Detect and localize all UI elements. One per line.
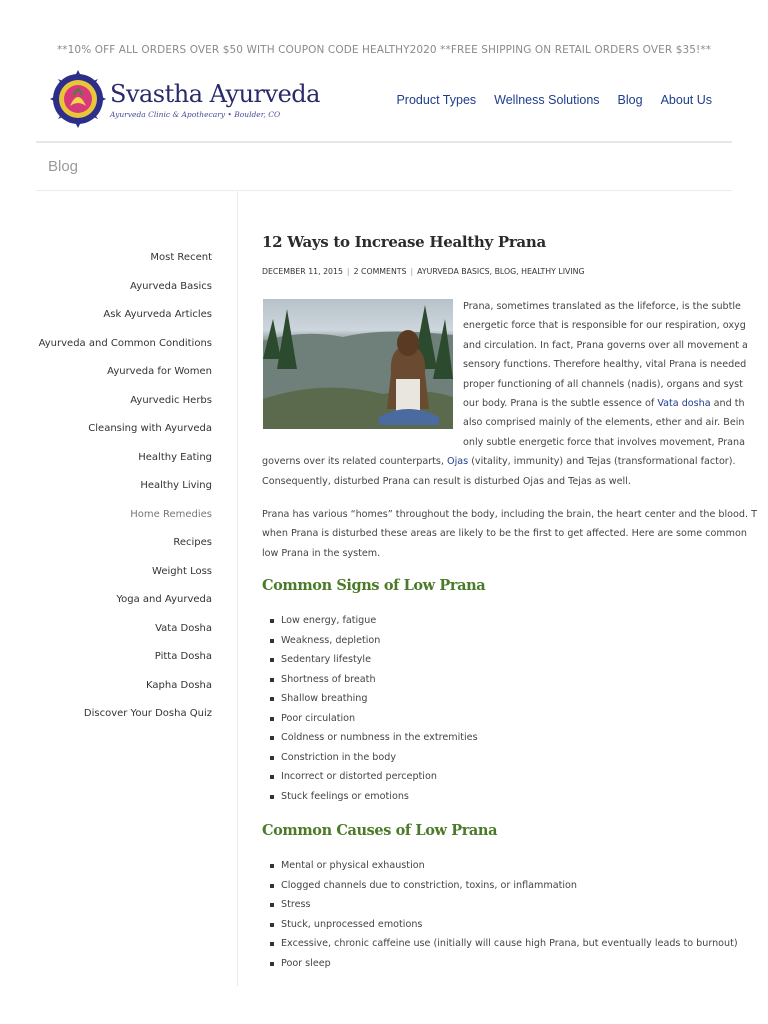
sidebar-item-home-remedies[interactable]: Home Remedies — [130, 508, 212, 520]
list-item: Constriction in the body — [262, 748, 478, 768]
sidebar-item-ask-ayurveda[interactable]: Ask Ayurveda Articles — [103, 309, 212, 320]
sidebar-item-recipes[interactable]: Recipes — [173, 537, 212, 548]
causes-heading: Common Causes of Low Prana — [262, 822, 498, 839]
category-sidebar — [0, 251, 212, 736]
intro-line-5: proper functioning of all channels (nadis), organs and syst — [463, 378, 743, 390]
brand-tagline: Ayurveda Clinic & Apothecary • Boulder, CO — [110, 110, 281, 119]
intro-line-2: energetic force that is responsible for our respiration, oxyg — [463, 320, 746, 332]
post-meta: DECEMBER 11, 2015 | 2 COMMENTS | AYURVEDA BASICS, BLOG, HEALTHY LIVING — [262, 267, 585, 276]
intro-paragraph — [262, 297, 768, 491]
list-item: Stress — [262, 895, 738, 915]
post-date: DECEMBER 11, 2015 — [262, 267, 343, 276]
sidebar-item-dosha-quiz[interactable]: Discover Your Dosha Quiz — [83, 708, 212, 719]
sidebar-item-vata[interactable]: Vata Dosha — [155, 622, 212, 634]
title-divider — [36, 190, 732, 191]
list-item: Low energy, fatigue — [262, 611, 478, 631]
post-title: 12 Ways to Increase Healthy Prana — [262, 233, 546, 251]
list-item: Shortness of breath — [262, 670, 478, 690]
list-item: Weakness, depletion — [262, 631, 478, 651]
list-item: Incorrect or distorted perception — [262, 767, 478, 787]
list-item: Sedentary lifestyle — [262, 650, 478, 670]
sidebar-item-healthy-eating[interactable]: Healthy Eating — [138, 451, 212, 463]
causes-list — [262, 856, 738, 973]
site-logo[interactable] — [50, 70, 320, 130]
intro-line-3: and circulation. In fact, Prana governs over all movement a — [463, 339, 748, 351]
brand-name: Svastha Ayurveda — [110, 80, 320, 108]
vata-dosha-link[interactable]: Vata dosha — [657, 398, 711, 410]
nav-product-types[interactable]: Product Types — [396, 93, 477, 107]
signs-list — [262, 611, 478, 806]
homes-line-1: Prana has various “homes” throughout the body, including the brain, the heart center and the blood. T — [262, 509, 757, 520]
intro-line-7: also comprised mainly of the elements, ether and air. Bein — [463, 417, 745, 429]
list-item: Shallow breathing — [262, 689, 478, 709]
signs-heading: Common Signs of Low Prana — [262, 577, 486, 594]
list-item: Mental or physical exhaustion — [262, 856, 738, 876]
homes-line-3: low Prana in the system. — [262, 547, 381, 559]
list-item: Stuck feelings or emotions — [262, 787, 478, 807]
sidebar-item-kapha[interactable]: Kapha Dosha — [146, 679, 212, 691]
sidebar-item-most-recent[interactable]: Most Recent — [150, 252, 212, 263]
sidebar-item-common-conditions[interactable]: Ayurveda and Common Conditions — [38, 337, 212, 349]
post-comments-link[interactable]: 2 COMMENTS — [353, 267, 407, 276]
intro-line-8: only subtle energetic force that involves movement, Prana — [463, 436, 746, 448]
intro-line-1: Prana, sometimes translated as the lifeforce, is the subtle — [463, 301, 741, 312]
lotus-logo-icon — [50, 70, 106, 128]
nav-blog[interactable]: Blog — [617, 93, 643, 107]
list-item: Clogged channels due to constriction, toxins, or inflammation — [262, 876, 738, 896]
sidebar-item-healthy-living[interactable]: Healthy Living — [140, 480, 212, 491]
main-nav — [396, 93, 712, 107]
list-item: Excessive, chronic caffeine use (initially will cause high Prana, but eventually leads to burnout) — [262, 934, 738, 954]
intro-line-6: our body. Prana is the subtle essence of Vata dosha and th — [463, 398, 745, 410]
sidebar-item-pitta[interactable]: Pitta Dosha — [154, 651, 212, 662]
sidebar-item-ayurveda-basics[interactable]: Ayurveda Basics — [130, 280, 212, 292]
promo-banner: **10% OFF ALL ORDERS OVER $50 WITH COUPON CODE HEALTHY2020 **FREE SHIPPING ON RETAIL ORDERS OVER $35!** — [56, 44, 712, 56]
intro-line-4: sensory functions. Therefore healthy, vital Prana is needed — [463, 359, 747, 371]
homes-line-2: when Prana is disturbed these areas are likely to be the first to get affected. Here are some common — [262, 528, 747, 540]
sidebar-item-women[interactable]: Ayurveda for Women — [107, 366, 212, 377]
post-categories[interactable]: AYURVEDA BASICS, BLOG, HEALTHY LIVING — [417, 267, 585, 276]
post-content — [262, 233, 768, 1024]
intro-line-10: Consequently, disturbed Prana can result is disturbed Ojas and Tejas as well. — [262, 475, 631, 487]
sidebar-item-herbs[interactable]: Ayurvedic Herbs — [130, 394, 212, 406]
list-item: Poor circulation — [262, 709, 478, 729]
nav-about-us[interactable]: About Us — [660, 93, 712, 107]
list-item: Stuck, unprocessed emotions — [262, 915, 738, 935]
sidebar-item-cleansing[interactable]: Cleansing with Ayurveda — [88, 423, 212, 434]
intro-line-9: governs over its related counterparts, Ojas (vitality, immunity) and Tejas (transformational factor). — [262, 456, 736, 468]
list-item: Coldness or numbness in the extremities — [262, 728, 478, 748]
sidebar-item-yoga[interactable]: Yoga and Ayurveda — [116, 594, 212, 605]
nav-wellness-solutions[interactable]: Wellness Solutions — [494, 93, 600, 107]
homes-paragraph — [262, 505, 768, 563]
page-title: Blog — [48, 158, 79, 175]
sidebar-item-weight-loss[interactable]: Weight Loss — [152, 565, 212, 577]
ojas-link[interactable]: Ojas — [447, 456, 469, 468]
list-item: Poor sleep — [262, 954, 738, 974]
sidebar-divider — [237, 191, 238, 986]
header-divider — [36, 141, 732, 143]
